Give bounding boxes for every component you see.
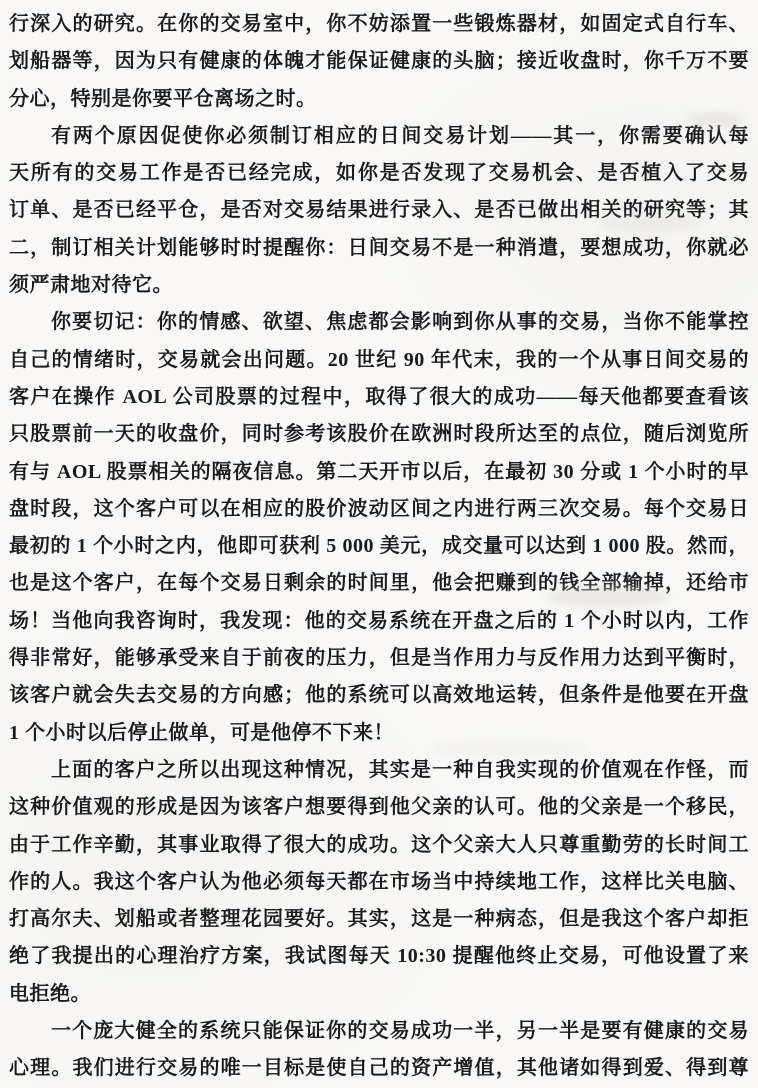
text-line: 心理。我们进行交易的唯一目标是使自己的资产增值，其他诸如得到爱、得到尊 xyxy=(9,1057,749,1080)
text-line: 只股票前一天的收盘价，同时参考该股价在欧洲时段所达至的点位，随后浏览所 xyxy=(9,423,749,446)
text-line: 行深入的研究。在你的交易室中，你不妨添置一些锻炼器材，如固定式自行车、 xyxy=(9,13,749,35)
paragraph xyxy=(9,752,749,1013)
paragraph xyxy=(9,304,749,752)
text-line: 客户在操作 AOL 公司股票的过程中，取得了很大的成功——每天他都要查看该 xyxy=(9,385,749,408)
paragraph xyxy=(9,118,749,304)
text-line: 打高尔夫、划船或者整理花园要好。其实，这是一种病态，但是我这个客户却拒 xyxy=(9,908,749,931)
text-line: 天所有的交易工作是否已经完成，如你是否发现了交易机会、是否植入了交易 xyxy=(9,162,749,185)
text-line: 1 个小时以后停止做单，可是他停不下来！ xyxy=(9,721,394,744)
paragraph xyxy=(9,1013,749,1088)
text-line: 由于工作辛勤，其事业取得了很大的成功。这个父亲大人只尊重勤劳的长时间工 xyxy=(9,833,749,856)
text-line: 分心，特别是你要平仓离场之时。 xyxy=(9,87,317,110)
text-line: 这种价值观的形成是因为该客户想要得到他父亲的认可。他的父亲是一个移民， xyxy=(9,796,749,819)
text-line: 须严肃地对待它。 xyxy=(9,274,173,297)
text-line: 有两个原因促使你必须制订相应的日间交易计划——其一，你需要确认每 xyxy=(51,124,749,147)
text-line: 有与 AOL 股票相关的隔夜信息。第二天开市以后，在最初 30 分或 1 个小时的早 xyxy=(9,460,749,483)
text-line: 最初的 1 个小时之内，他即可获利 5 000 美元，成交量可以达到 1 000 股。然而， xyxy=(9,535,749,558)
text-line: 绝了我提出的心理治疗方案，我试图每天 10:30 提醒他终止交易，可他设置了来 xyxy=(9,945,749,968)
text-line: 该客户就会失去交易的方向感；他的系统可以高效地运转，但条件是他要在开盘 xyxy=(9,684,749,707)
text-line: 场！当他向我咨询时，我发现：他的交易系统在开盘之后的 1 个小时以内，工作 xyxy=(9,609,749,632)
text-line: 作的人。我这个客户认为他必须每天都在市场当中持续地工作，这样比关电脑、 xyxy=(9,870,749,893)
text-line: 也是这个客户，在每个交易日剩余的时间里，他会把赚到的钱全部输掉，还给市 xyxy=(9,572,749,595)
text-line: 二，制订相关计划能够时时提醒你：日间交易不是一种消遣，要想成功，你就必 xyxy=(9,236,749,259)
text-line: 电拒绝。 xyxy=(9,982,91,1005)
text-line: 上面的客户之所以出现这种情况，其实是一种自我实现的价值观在作怪，而 xyxy=(51,758,749,781)
text-line: 你要切记：你的情感、欲望、焦虑都会影响到你从事的交易，当你不能掌控 xyxy=(51,311,749,334)
text-line: 订单、是否已经平仓，是否对交易结果进行录入、是否已做出相关的研究等；其 xyxy=(9,199,749,222)
text-line: 盘时段，这个客户可以在相应的股价波动区间之内进行两三次交易。每个交易日 xyxy=(9,497,749,520)
text-line: 自己的情绪时，交易就会出问题。20 世纪 90 年代末，我的一个从事日间交易的 xyxy=(9,348,749,371)
text-line: 得非常好，能够承受来自于前夜的压力，但是当作用力与反作用力达到平衡时， xyxy=(9,647,749,670)
text-line: 划船器等，因为只有健康的体魄才能保证健康的头脑；接近收盘时，你千万不要 xyxy=(9,50,749,73)
paragraph xyxy=(9,6,749,118)
text-line: 一个庞大健全的系统只能保证你的交易成功一半，另一半是要有健康的交易 xyxy=(51,1020,749,1043)
